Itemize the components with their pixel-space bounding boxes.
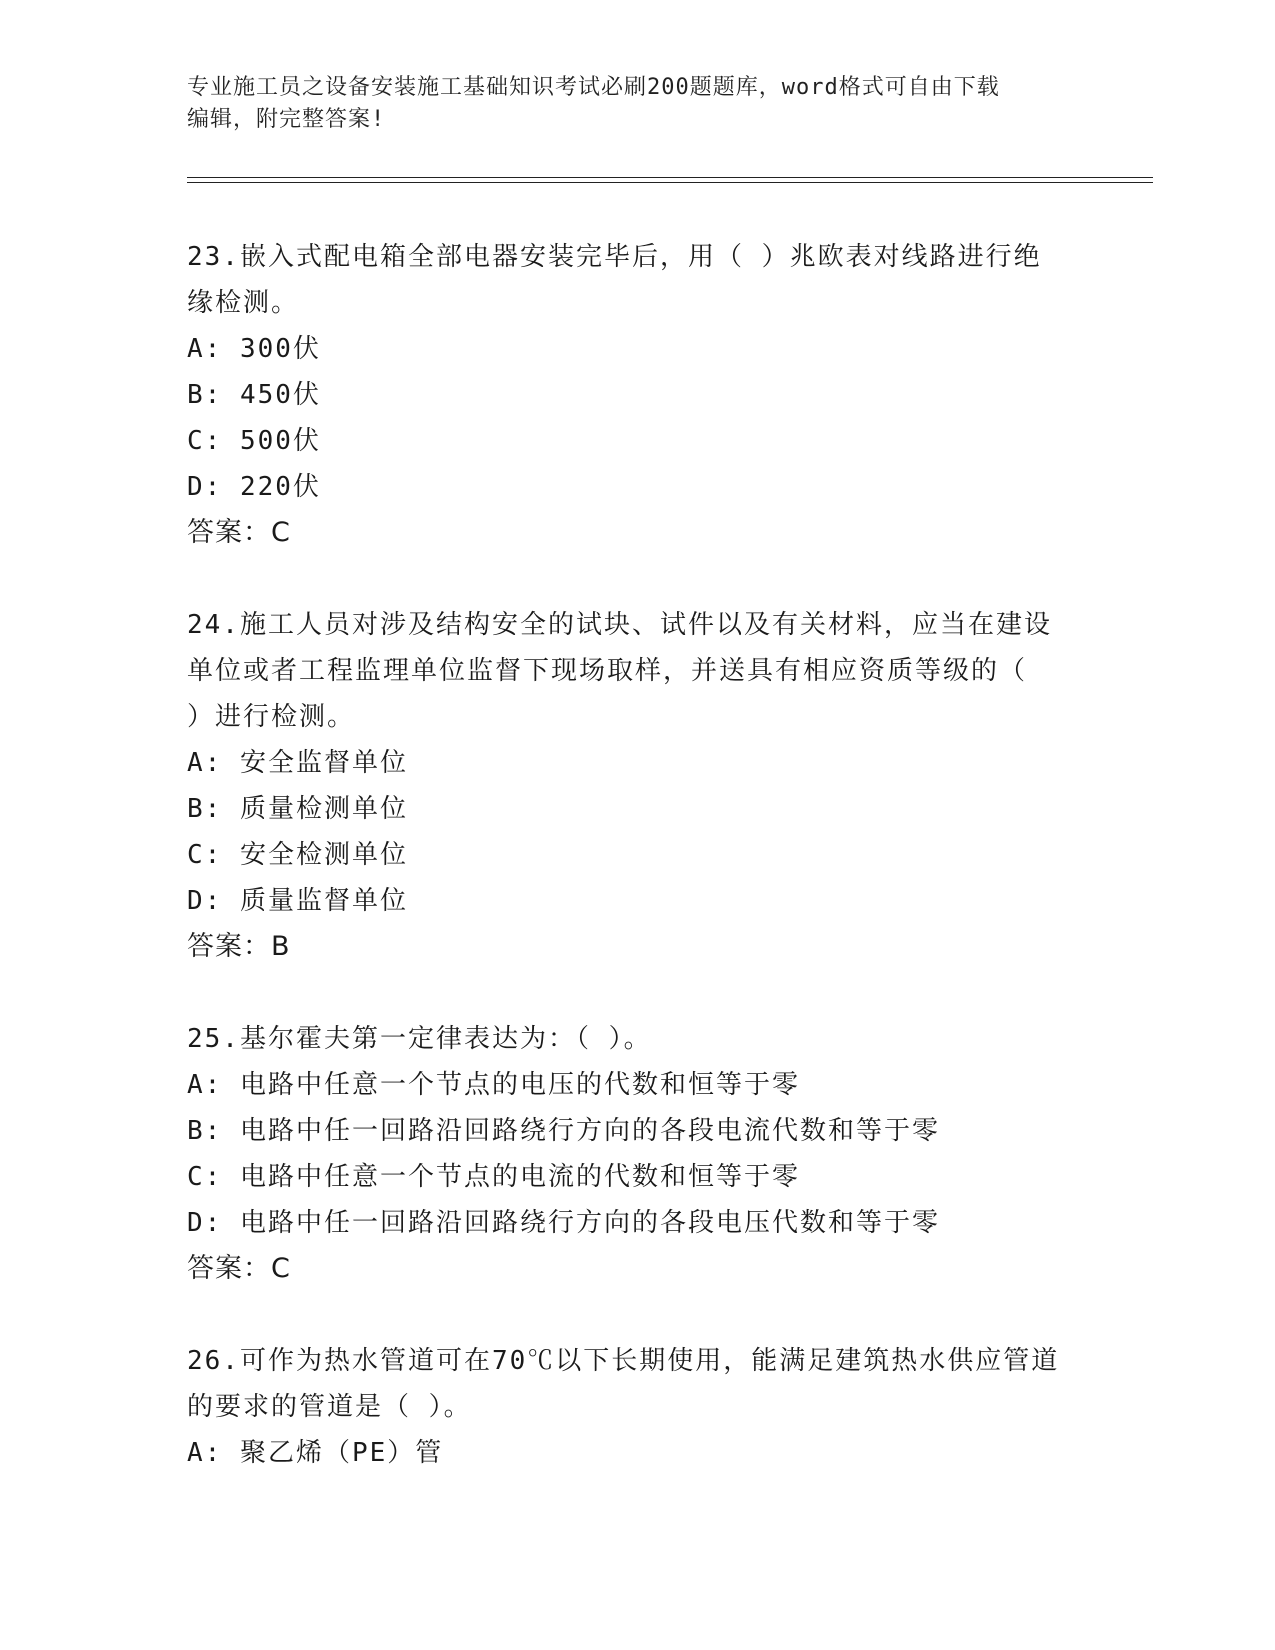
question-26 (187, 1338, 1087, 1476)
header-title-line2: 编辑，附完整答案! (187, 107, 386, 132)
header-divider-top (187, 177, 1153, 178)
option-b: B: 质量检测单位 (187, 794, 408, 824)
header-title-line1: 专业施工员之设备安装施工基础知识考试必刷200题题库，word格式可自由下载 (187, 75, 1000, 100)
question-stem-line: 单位或者工程监理单位监督下现场取样，并送具有相应资质等级的（ (187, 656, 1028, 686)
question-25 (187, 1016, 1087, 1292)
question-stem-line: 25.基尔霍夫第一定律表达为：（ ）。 (187, 1024, 652, 1054)
option-c: C: 电路中任意一个节点的电流的代数和恒等于零 (187, 1162, 800, 1192)
question-24 (187, 602, 1087, 970)
document-header (187, 72, 1067, 136)
option-c: C: 安全检测单位 (187, 840, 408, 870)
question-23 (187, 234, 1087, 556)
answer: 答案：C (187, 1253, 291, 1284)
option-a: A: 300伏 (187, 334, 321, 364)
option-d: D: 电路中任一回路沿回路绕行方向的各段电压代数和等于零 (187, 1208, 940, 1238)
question-stem-line: 的要求的管道是（ ）。 (187, 1392, 472, 1422)
header-divider-bottom (187, 182, 1153, 183)
option-b: B: 450伏 (187, 380, 321, 410)
option-a: A: 安全监督单位 (187, 748, 408, 778)
option-b: B: 电路中任一回路沿回路绕行方向的各段电流代数和等于零 (187, 1116, 940, 1146)
question-stem-line: 24.施工人员对涉及结构安全的试块、试件以及有关材料，应当在建设 (187, 610, 1052, 640)
question-stem-line: ）进行检测。 (187, 702, 356, 732)
question-stem-line: 23.嵌入式配电箱全部电器安装完毕后，用（ ）兆欧表对线路进行绝 (187, 242, 1042, 272)
option-a: A: 电路中任意一个节点的电压的代数和恒等于零 (187, 1070, 800, 1100)
question-stem-line: 缘检测。 (187, 288, 300, 318)
option-d: D: 质量监督单位 (187, 886, 408, 916)
answer: 答案：C (187, 517, 291, 548)
option-c: C: 500伏 (187, 426, 321, 456)
option-d: D: 220伏 (187, 472, 321, 502)
question-stem-line: 26.可作为热水管道可在70℃以下长期使用，能满足建筑热水供应管道 (187, 1346, 1060, 1376)
option-a: A: 聚乙烯（PE）管 (187, 1438, 444, 1468)
question-list (187, 234, 1087, 1522)
answer: 答案：B (187, 931, 291, 962)
